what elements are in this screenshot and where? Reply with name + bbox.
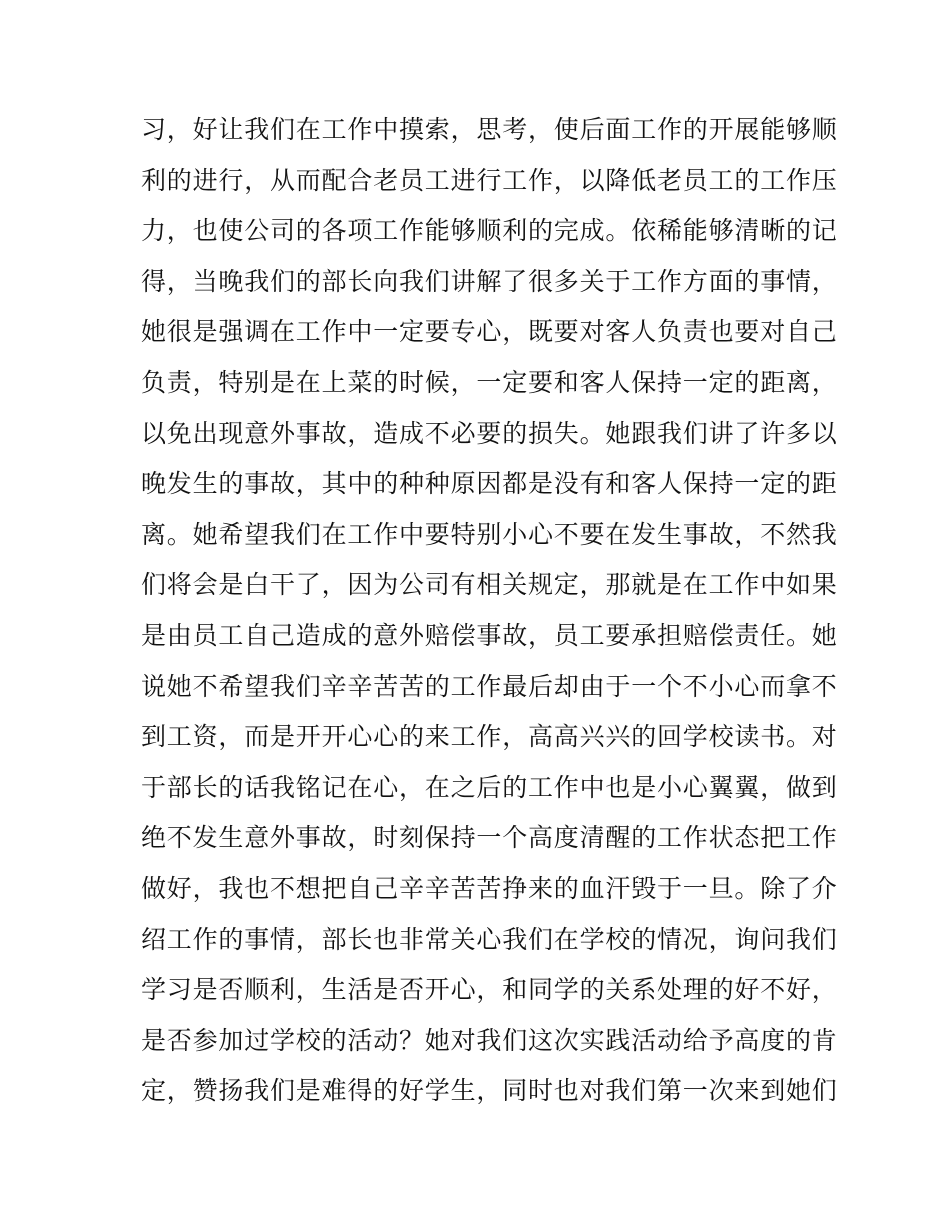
text-line: 绍工作的事情，部长也非常关心我们在学校的情况，询问我们 (141, 924, 838, 954)
body-text (141, 105, 838, 1117)
text-line: 说她不希望我们辛辛苦苦的工作最后却由于一个不小心而拿不 (141, 671, 838, 701)
text-line: 于部长的话我铭记在心，在之后的工作中也是小心翼翼，做到 (141, 772, 838, 802)
text-line: 绝不发生意外事故，时刻保持一个高度清醒的工作状态把工作 (141, 823, 838, 853)
text-line: 她很是强调在工作中一定要专心，既要对客人负责也要对自己 (141, 317, 838, 347)
text-line: 定，赞扬我们是难得的好学生，同时也对我们第一次来到她们 (141, 1076, 838, 1106)
text-line: 离。她希望我们在工作中要特别小心不要在发生事故，不然我 (141, 519, 838, 549)
text-line: 得，当晚我们的部长向我们讲解了很多关于工作方面的事情， (141, 266, 838, 296)
text-line: 晚发生的事故，其中的种种原因都是没有和客人保持一定的距 (141, 469, 838, 499)
text-line: 是否参加过学校的活动？她对我们这次实践活动给予高度的肯 (141, 1025, 838, 1055)
text-line: 做好，我也不想把自己辛辛苦苦挣来的血汗毁于一旦。除了介 (141, 873, 838, 903)
text-line: 以免出现意外事故，造成不必要的损失。她跟我们讲了许多以 (141, 418, 838, 448)
text-line: 到工资，而是开开心心的来工作，高高兴兴的回学校读书。对 (141, 722, 838, 752)
text-line: 利的进行，从而配合老员工进行工作，以降低老员工的工作压 (141, 165, 838, 195)
text-line: 负责，特别是在上菜的时候，一定要和客人保持一定的距离， (141, 367, 838, 397)
text-line: 习，好让我们在工作中摸索，思考，使后面工作的开展能够顺 (141, 115, 838, 144)
text-line: 力，也使公司的各项工作能够顺利的完成。依稀能够清晰的记 (141, 216, 838, 246)
text-line: 学习是否顺利，生活是否开心，和同学的关系处理的好不好， (141, 975, 838, 1005)
text-line: 是由员工自己造成的意外赔偿事故，员工要承担赔偿责任。她 (141, 620, 838, 650)
text-line: 们将会是白干了，因为公司有相关规定，那就是在工作中如果 (141, 570, 838, 600)
